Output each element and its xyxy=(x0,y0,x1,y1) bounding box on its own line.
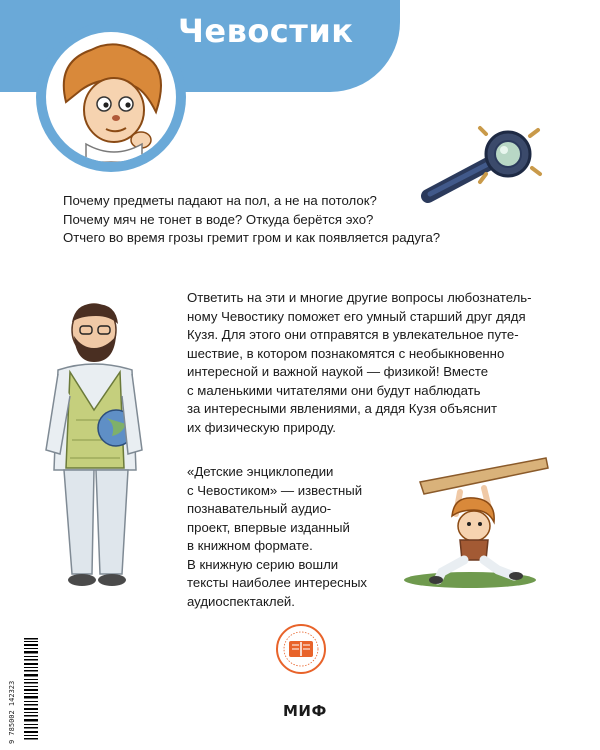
publisher-logo: МИФ xyxy=(283,702,327,720)
question-line: Отчего во время грозы гремит гром и как появляется радуга? xyxy=(63,230,441,245)
text-line: ному Чевостику поможет его умный старший друг дядя xyxy=(187,308,526,324)
text-line: шествие, в котором познакомятся с необыкновенно xyxy=(187,345,505,361)
running-chevostik-illustration xyxy=(398,452,558,590)
series-paragraph xyxy=(187,463,367,611)
text-line: с Чевостиком» — известный xyxy=(187,482,363,498)
text-line: В книжную серию вошли xyxy=(187,556,339,572)
chevostik-avatar xyxy=(46,32,176,162)
description-paragraph xyxy=(187,289,532,437)
uncle-kuzya-illustration xyxy=(36,300,156,588)
chevostik-face-illustration xyxy=(46,32,176,162)
book-seal-icon xyxy=(275,623,327,675)
question-line: Почему предметы падают на пол, а не на потолок? xyxy=(63,193,377,208)
text-line: интересной и важной наукой — физикой! Вместе xyxy=(187,364,489,379)
series-title: Чевостик xyxy=(178,12,354,50)
text-line: познавательный аудио- xyxy=(187,501,332,516)
text-line: за интересными явлениями, а дядя Кузя объяснит xyxy=(187,401,498,416)
text-line: проект, впервые изданный xyxy=(187,519,350,535)
text-line: с маленькими читателями они будут наблюдать xyxy=(187,382,481,398)
intro-questions xyxy=(63,192,440,248)
text-line: их физическую природу. xyxy=(187,419,336,435)
text-line: Ответить на эти и многие другие вопросы любознатель- xyxy=(187,290,532,305)
avatar-ring xyxy=(36,22,186,172)
text-line: тексты наиболее интересных xyxy=(187,575,368,590)
text-line: в книжном формате. xyxy=(187,538,313,553)
isbn-digits: 9 785002 142323 xyxy=(8,680,16,744)
question-line: Почему мяч не тонет в воде? Откуда берётся эхо? xyxy=(63,211,374,227)
text-line: «Детские энциклопедии xyxy=(187,464,334,479)
text-line: Кузя. Для этого они отправятся в увлекательное путе- xyxy=(187,327,519,342)
text-line: аудиоспектаклей. xyxy=(187,593,295,609)
